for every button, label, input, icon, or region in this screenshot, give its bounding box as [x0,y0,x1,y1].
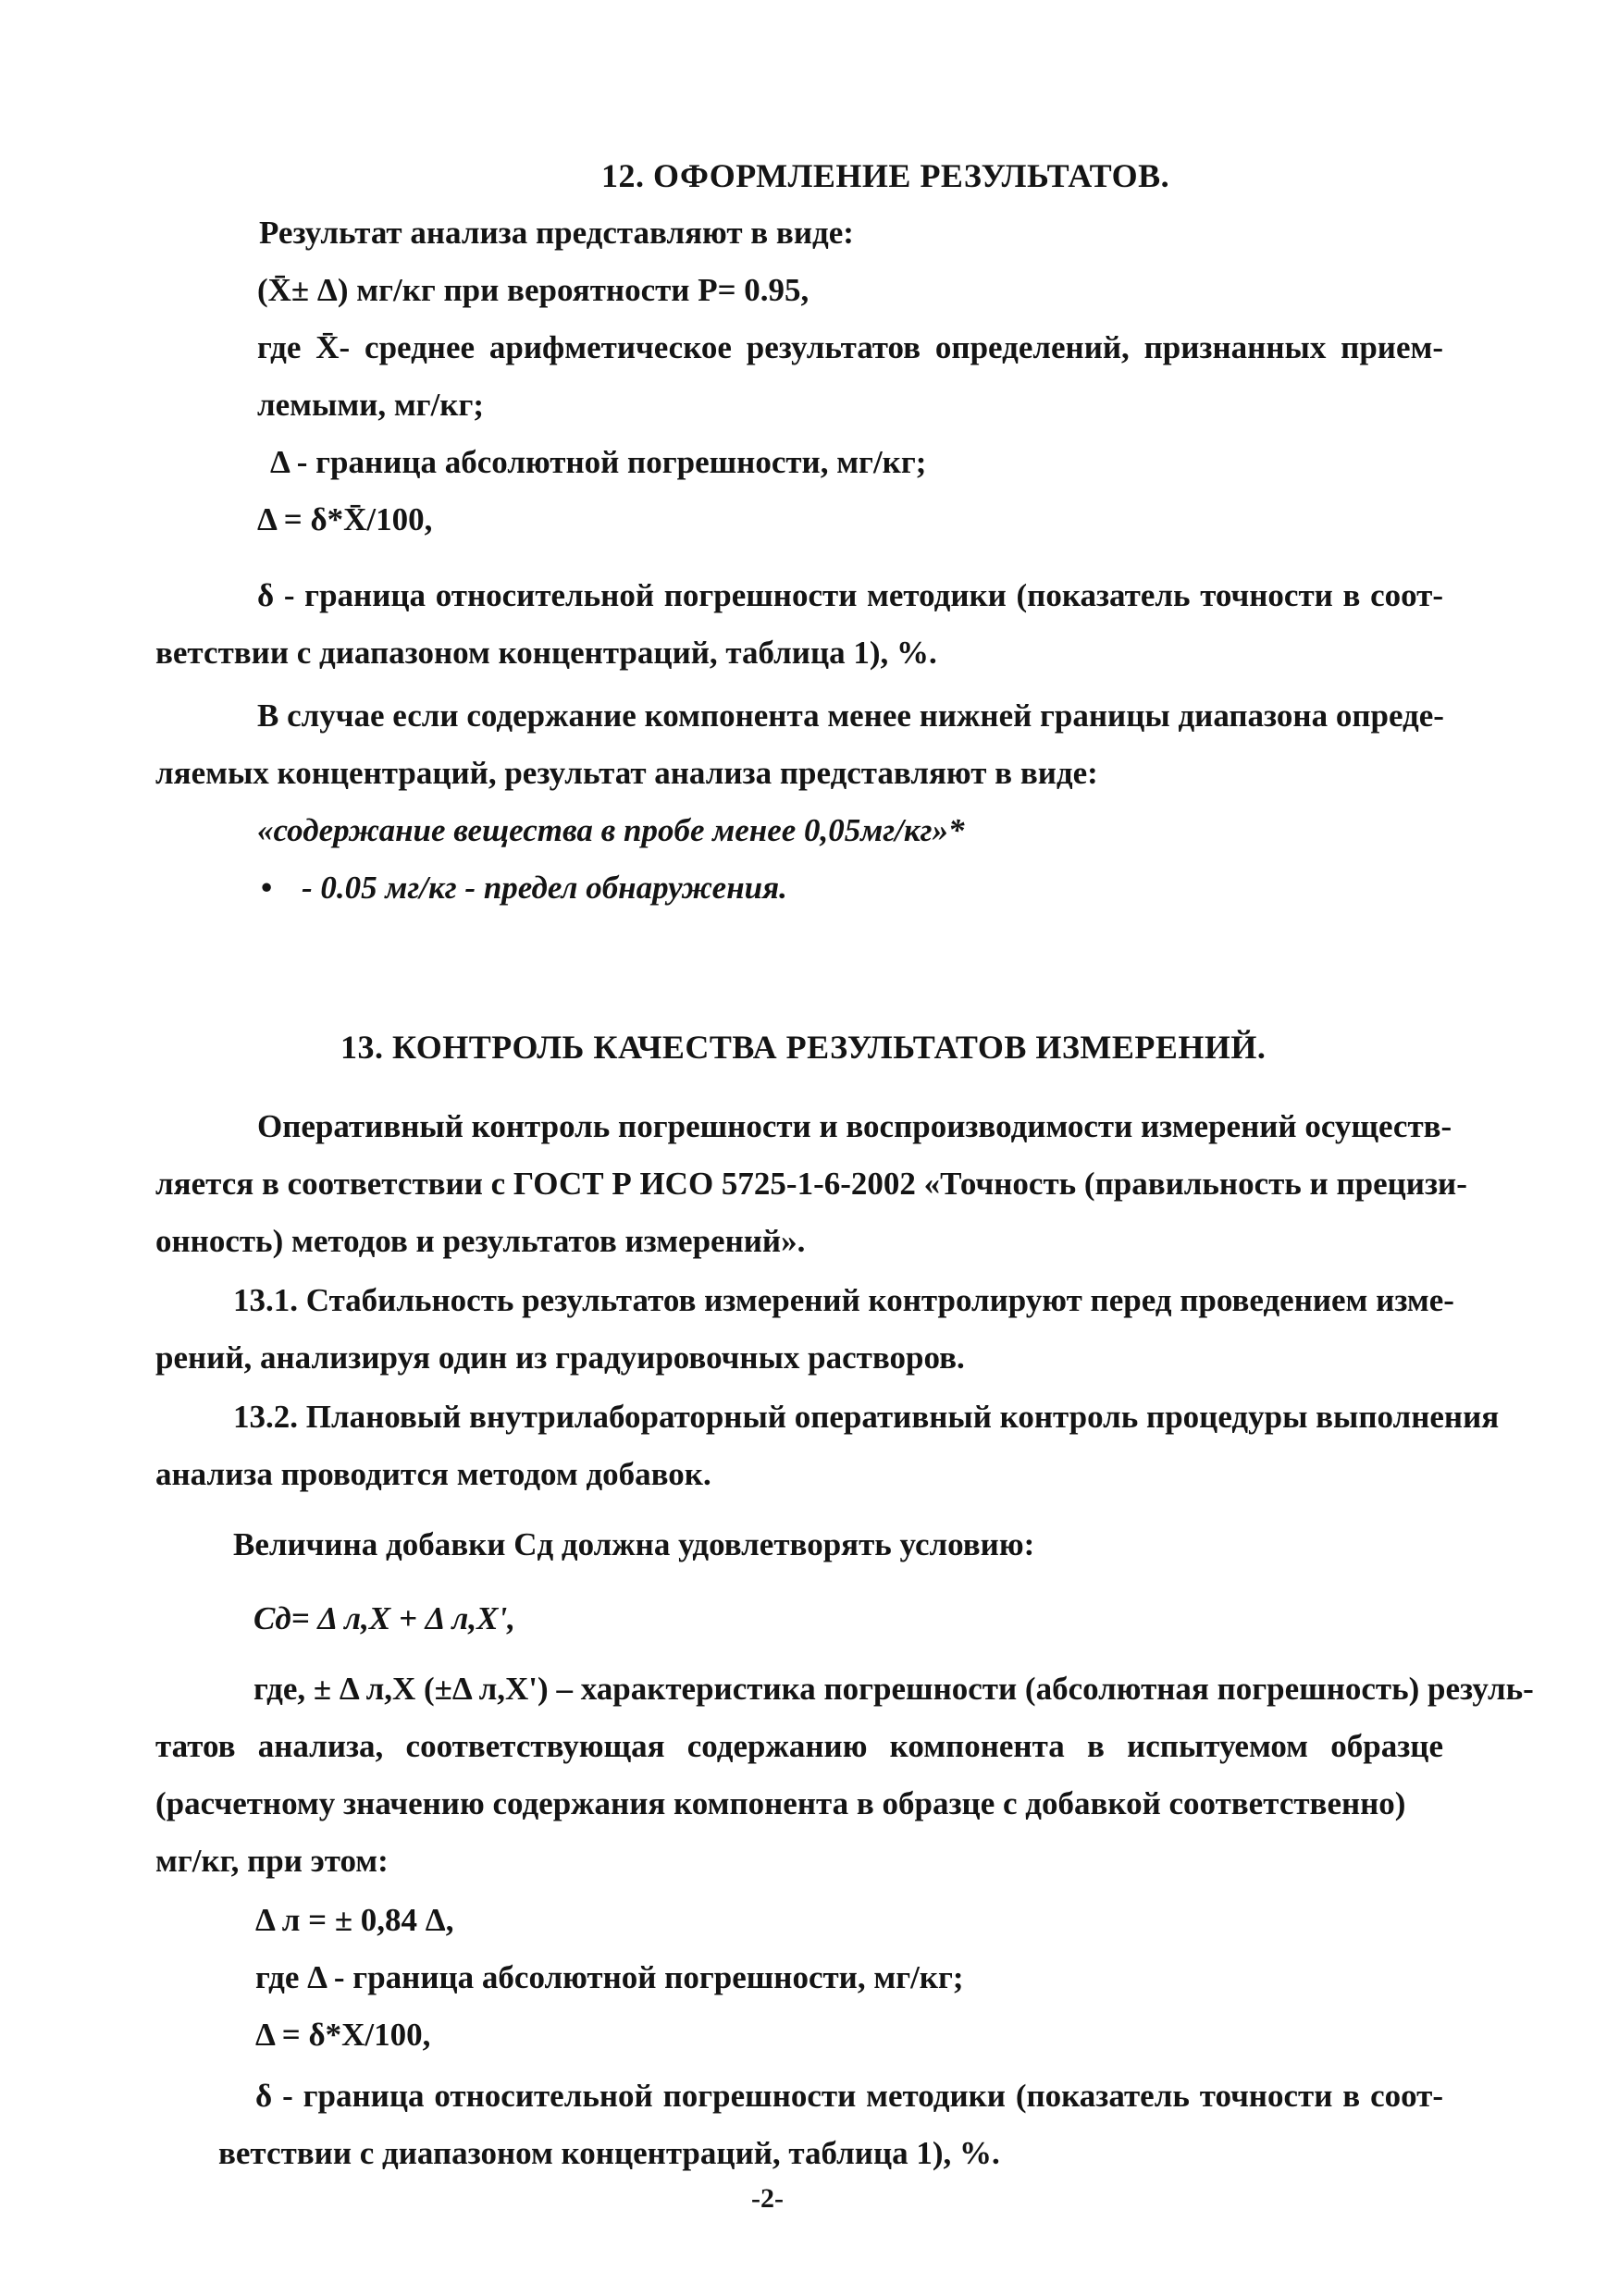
paragraph-line: δ - граница относительной погрешности методики (показатель точности в соот- [257,577,1443,613]
paragraph-line: рений, анализируя один из градуировочных растворов. [155,1339,965,1376]
paragraph-line: ляемых концентраций, результат анализа представляют в виде: [155,755,1098,791]
detection-limit-note: - 0.05 мг/кг - предел обнаружения. [302,870,787,906]
formula-line: Δ = δ*X̄/100, [257,501,433,537]
paragraph-line: лемыми, мг/кг; [257,387,485,423]
bullet-icon: • [261,870,273,906]
paragraph-line: мг/кг, при этом: [155,1843,389,1879]
paragraph-line: (расчетному значению содержания компонента в образце с добавкой соответственно) [155,1785,1406,1821]
paragraph-line: татов анализа, соответствующая содержанию компонента в испытуемом образце [155,1728,1443,1764]
paragraph-line: ляется в соответствии с ГОСТ Р ИСО 5725-1-6-2002 «Точность (правильность и прецизи- [155,1166,1467,1202]
paragraph-line: онность) методов и результатов измерений». [155,1223,806,1259]
formula-line: Cд= Δ л,X + Δ л,X', [253,1600,515,1636]
paragraph-line: В случае если содержание компонента менее нижней границы диапазона опреде- [257,697,1444,734]
paragraph-line: ветствии с диапазоном концентраций, таблица 1), %. [218,2135,1000,2171]
paragraph-line: где X̄- среднее арифметическое результатов определений, признанных прием- [257,329,1443,365]
definition-line: Δ - граница абсолютной погрешности, мг/кг; [270,444,927,480]
paragraph-line: ветствии с диапазоном концентраций, таблица 1), %. [155,635,937,671]
paragraph-line: δ - граница относительной погрешности методики (показатель точности в соот- [255,2078,1443,2114]
formula-line: Δ = δ*X/100, [255,2017,431,2053]
section-13-heading: 13. КОНТРОЛЬ КАЧЕСТВА РЕЗУЛЬТАТОВ ИЗМЕРЕНИЙ. [340,1029,1267,1066]
paragraph-line: Величина добавки Cд должна удовлетворять условию: [233,1526,1035,1562]
section-12-heading: 12. ОФОРМЛЕНИЕ РЕЗУЛЬТАТОВ. [601,157,1170,194]
paragraph-line: Оперативный контроль погрешности и воспроизводимости измерений осуществ- [257,1108,1452,1144]
page-number-mark: -2- [751,2183,784,2214]
italic-result-line: «содержание вещества в пробе менее 0,05мг/кг»* [257,812,965,848]
paragraph-line: 13.2. Плановый внутрилабораторный оперативный контроль процедуры выполнения [233,1399,1500,1435]
paragraph-line: где, ± Δ л,X (±Δ л,X') – характеристика погрешности (абсолютная погрешность) резуль- [253,1671,1534,1707]
definition-line: где Δ - граница абсолютной погрешности, мг/кг; [255,1959,964,1995]
paragraph-line: 13.1. Стабильность результатов измерений контролируют перед проведением изме- [233,1282,1454,1318]
paragraph-line: анализа проводится методом добавок. [155,1456,711,1492]
formula-line: (X̄± Δ) мг/кг при вероятности Р= 0.95, [257,272,810,308]
formula-line: Δ л = ± 0,84 Δ, [255,1902,454,1938]
paragraph-line: Результат анализа представляют в виде: [259,215,854,251]
